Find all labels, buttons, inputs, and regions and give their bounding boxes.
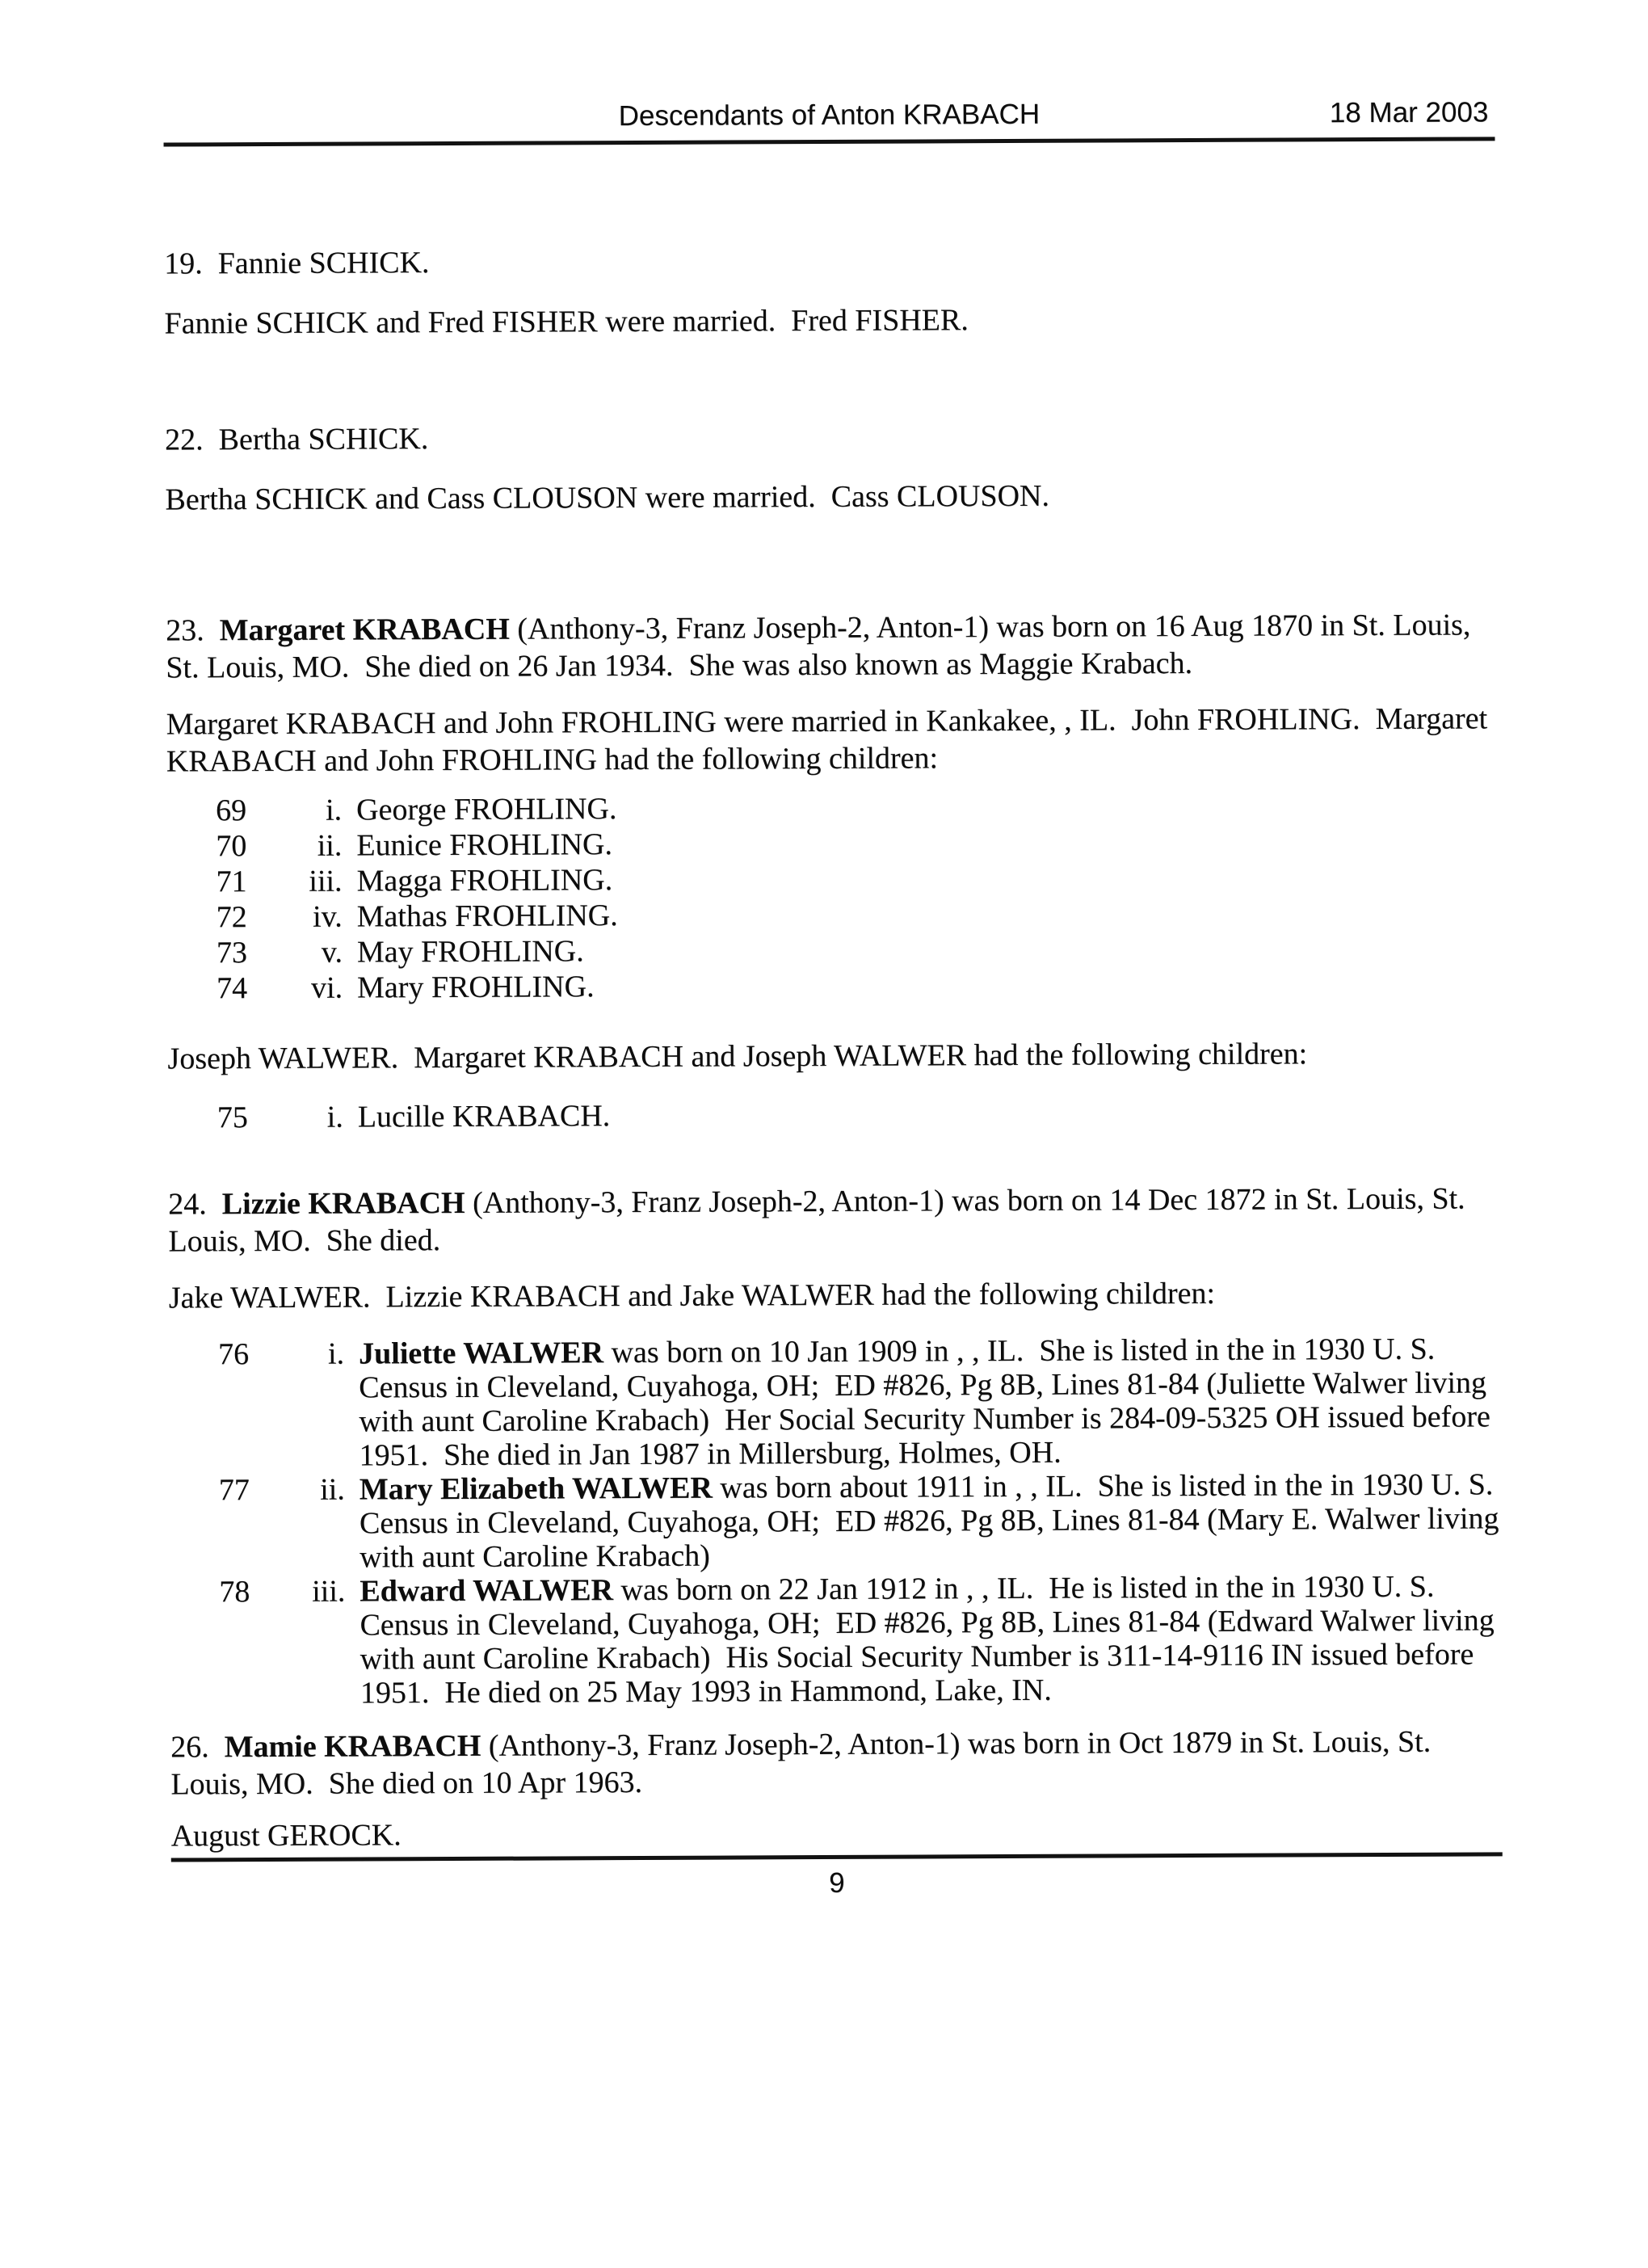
child-roman-numeral: ii. (320, 1472, 345, 1507)
child-row (167, 894, 1499, 935)
child-row (167, 929, 1499, 970)
section-23-person-name: Margaret KRABACH (219, 612, 510, 648)
section-19-person-name: Fannie SCHICK. (217, 246, 430, 281)
child-text: Lucille KRABACH. (357, 1099, 611, 1134)
child-text: Mathas FROHLING. (356, 898, 618, 934)
section-22-marriage-paragraph: Bertha SCHICK and Cass CLOUSON were married. Cass CLOUSON. (165, 478, 1050, 517)
child-id: 73 (216, 936, 247, 970)
section-19-marriage-paragraph: Fannie SCHICK and Fred FISHER were married. Fred FISHER. (164, 303, 969, 341)
section-19-number: 19. (164, 246, 218, 281)
child-roman-numeral: v. (321, 935, 343, 970)
child-row (167, 965, 1499, 1006)
page-number: 9 (829, 1866, 845, 1899)
child-details: was born about 1911 in , , IL. She is listed in the in 1930 U. S. Census in Cleveland, Cuyahoga, OH; ED #826, Pg 8B, Lines 81-84 (Mary E. Walwer living with aunt Caroline Krabach) (359, 1467, 1507, 1575)
child-roman-numeral: i. (327, 1336, 345, 1371)
section-24-person-name: Lizzie KRABACH (221, 1185, 465, 1222)
child-id: 72 (216, 900, 247, 935)
child-name: Mary Elizabeth WALWER (359, 1471, 713, 1507)
section-24-heading (168, 1180, 1499, 1260)
section-19-heading (164, 239, 1495, 282)
child-text: May FROHLING. (356, 934, 584, 970)
child-roman-numeral: iii. (312, 1574, 346, 1609)
section-24-children-list (169, 1332, 1507, 1710)
page-header (163, 94, 1495, 138)
section-24-details: (Anthony-3, Franz Joseph-2, Anton-1) was born on 14 Dec 1872 in St. Louis, St. Louis, MO. She died. (168, 1181, 1474, 1259)
child-id: 74 (217, 971, 248, 1006)
child-id: 77 (218, 1473, 250, 1508)
section-26-person-name: Mamie KRABACH (224, 1728, 481, 1765)
child-id: 75 (217, 1100, 248, 1135)
child-roman-numeral: iv. (313, 899, 343, 934)
child-id: 76 (217, 1337, 250, 1372)
child-row (166, 823, 1498, 864)
header-rule (164, 137, 1495, 146)
section-24-marriage-paragraph: Jake WALWER. Lizzie KRABACH and Jake WALWER had the following children: (168, 1276, 1216, 1315)
child-roman-numeral: ii. (317, 828, 343, 863)
child-row (169, 1332, 1501, 1473)
child-row (170, 1569, 1502, 1710)
child-details: was born on 10 Jan 1909 in , , IL. She is listed in the in 1930 U. S. Census in Cleveland, Cuyahoga, OH; ED #826, Pg 8B, Lines 81-84 (Juliette Walwer living with aunt Caroline Krabach) Her Social Security Number is 284-09-5325 OH issued before 1951. She died in Jan 1987 in Millersburg, Holmes, OH. (359, 1332, 1499, 1473)
section-26-spouse-paragraph: August GEROCK. (170, 1818, 401, 1854)
child-roman-numeral: i. (325, 793, 343, 827)
section-23-marriage-paragraph-2: Joseph WALWER. Margaret KRABACH and Joseph WALWER had the following children: (167, 1037, 1308, 1076)
child-details: was born on 22 Jan 1912 in , , IL. He is listed in the in 1930 U. S. Census in Cleveland, Cuyahoga, OH; ED #826, Pg 8B, Lines 81-84 (Edward Walwer living with aunt Caroline Krabach) His Social Security Number is 311-14-9116 IN issued before 1951. He died on 25 May 1993 in Hammond, Lake, IN. (359, 1569, 1503, 1710)
child-text: Eunice FROHLING. (356, 827, 613, 863)
report-date: 18 Mar 2003 (1329, 96, 1489, 129)
section-23-marriage-paragraph-1: Margaret KRABACH and John FROHLING were married in Kankakee, , IL. John FROHLING. Margaret KRABACH and John FROHLING had the following children: (166, 701, 1495, 779)
child-id: 78 (219, 1575, 250, 1609)
child-roman-numeral: i. (326, 1100, 343, 1134)
child-text (359, 1332, 1501, 1472)
child-row (166, 858, 1498, 899)
section-26-details: (Anthony-3, Franz Joseph-2, Anton-1) was born in Oct 1879 in St. Louis, St. Louis, MO. She died on 10 Apr 1963. (170, 1724, 1439, 1802)
child-row (166, 787, 1498, 828)
child-text (359, 1467, 1507, 1575)
child-id: 71 (216, 865, 247, 899)
child-name: Juliette WALWER (358, 1336, 604, 1371)
section-22-number: 22. (165, 423, 219, 457)
child-text: Mary FROHLING. (357, 970, 595, 1005)
child-id: 69 (216, 793, 247, 828)
section-23-children-list (166, 787, 1499, 1006)
child-roman-numeral: iii. (309, 864, 343, 898)
child-roman-numeral: vi. (310, 970, 343, 1005)
report-title: Descendants of Anton KRABACH (618, 98, 1041, 133)
section-23-number: 23. (166, 613, 220, 648)
child-name: Edward WALWER (359, 1573, 614, 1609)
child-text: George FROHLING. (356, 792, 617, 827)
child-row (168, 1094, 1499, 1135)
child-id: 70 (216, 829, 247, 864)
section-22-heading (165, 415, 1496, 458)
child-text (359, 1569, 1502, 1710)
section-22-person-name: Bertha SCHICK. (218, 422, 429, 457)
section-26-number: 26. (170, 1730, 225, 1765)
child-text: Magga FROHLING. (356, 863, 613, 898)
section-26-heading (170, 1723, 1502, 1803)
section-23-heading (166, 606, 1497, 686)
section-24-number: 24. (168, 1187, 222, 1222)
child-row (170, 1467, 1507, 1575)
section-23-details: (Anthony-3, Franz Joseph-2, Anton-1) was born on 16 Aug 1870 in St. Louis, St. Louis, MO. She died on 26 Jan 1934. She was also known as Maggie Krabach. (166, 608, 1478, 685)
